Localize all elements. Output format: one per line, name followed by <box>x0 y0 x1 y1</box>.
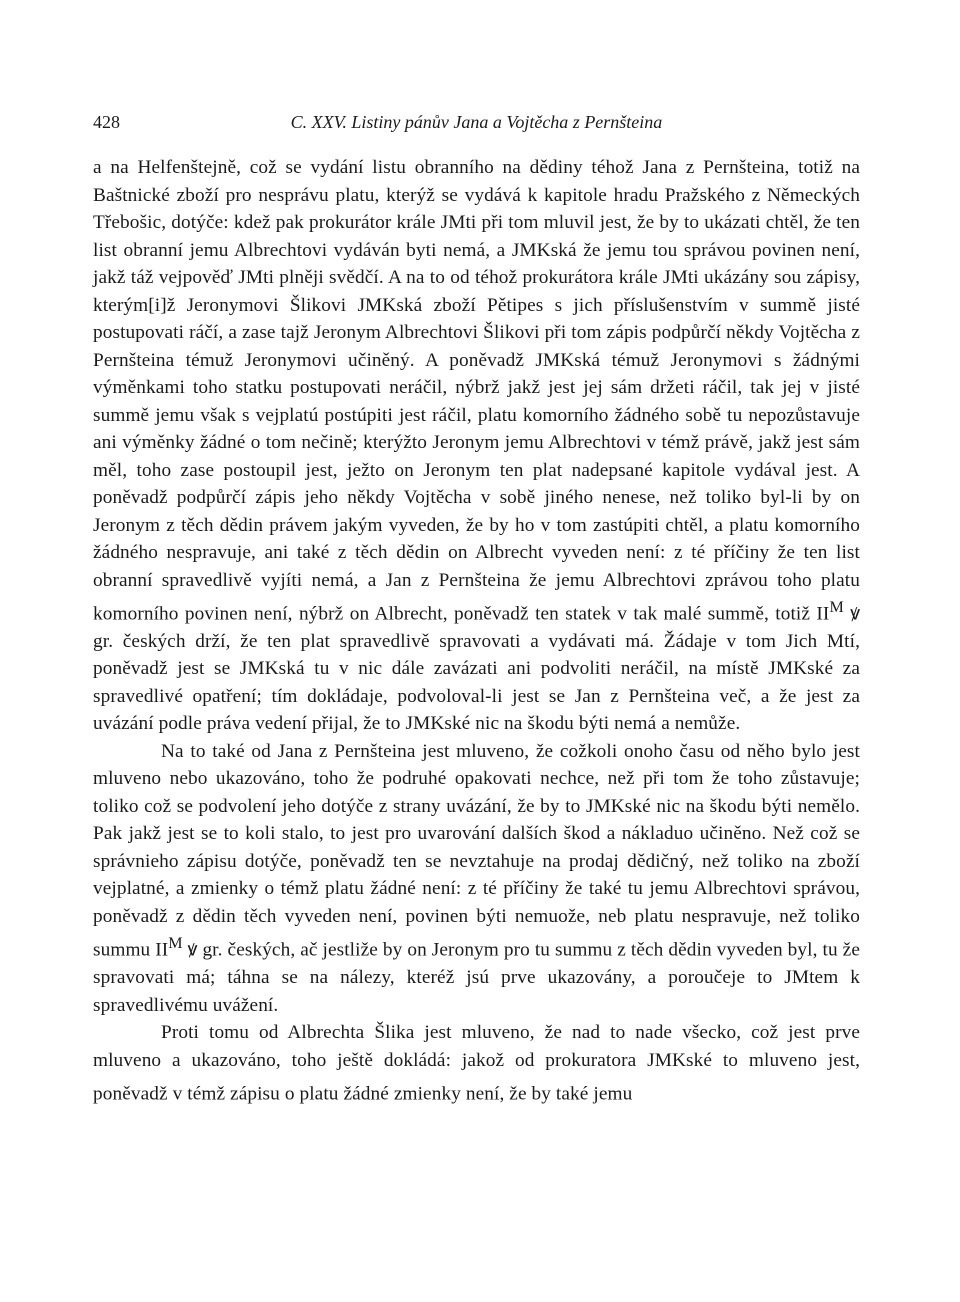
paragraph-2-tail: ꝟ gr. českých, ač jestliže by on Jeronym pro tu summu z těch dědin vyveden byl, tu že spravovati má; táhna se na nálezy, kteréž jsú prve ukazovány, a poroučeje to JMtem k spravedlivému uvážení. <box>93 939 860 1016</box>
paragraph-3 <box>93 1019 860 1108</box>
paragraph-1-text: a na Helfenštejně, což se vydání listu obranního na dědiny téhož Jana z Pernšteina, totiž na Baštnické zboží pro nesprávu platu, kterýž se vydává k kapitole hradu Pražského z Německých Třebošic, dotýče: kdež pak prokurátor krále JMti při tom mluvil jest, že by to ukázati chtěl, že ten list obranní jemu Albrechtovi vydáván byti nemá, a JMKská že jemu tou správou povinen není, jakž táž vejpověď JMti plněji svědčí. A na to od téhož prokurátora krále JMti ukázány sou zápisy, kterým[i]ž Jeronymovi Šlikovi JMKská zboží Pětipes s jich příslušenstvím v summě jisté postupovati ráčí, a zase tajž Jeronym Albrechtovi Šlikovi při tom zápis podpůrčí někdy Vojtěcha z Pernšteina témuž Jeronymovi učiněný. A poněvadž JMKská témuž Jeronymovi s žádnými výměnkami toho statku postupovati neráčil, nýbrž jakž jest jej sám držeti ráčil, tak jej v jisté summě jemu však s vejplatú postúpiti jest ráčil, platu komorního žádného sobě tu nepozůstavuje ani výměnky žádné o tom nečině; kterýžto Jeronym jemu Albrechtovi v témž právě, jakž jest sám měl, toho zase postoupil jest, ježto on Jeronym ten plat nadepsané kapitole vydával jest. A poněvadž podpůrčí zápis jeho někdy Vojtěcha v sobě jiného nenese, než toliko byl-li by on Jeronym z těch dědin právem jakým vyveden, že by ho v tom zastúpiti chtěl, a platu komorního žádného nespravuje, ani také z těch dědin on Albrecht vyveden není: z té příčiny že ten list obranní spravedlivě vyjíti nemá, a Jan z Pernšteina že jemu Albrechtovi zprávou toho platu komorního povinen není, nýbrž on Albrecht, poněvadž ten statek v tak malé summě, totiž II <box>93 157 860 625</box>
body-text <box>93 154 860 1108</box>
paragraph-1-tail: ꝟ gr. českých drží, že ten plat spravedlivě spravovati a vydávati má. Žádaje v tom Jich Mtí, poněvadž jest se JMKská tu v nic dále zavázati ani podvoliti neráčil, na místě JMKské za spravedlivé opatření; tím dokládaje, podvoloval-li jest se Jan z Pernšteina več, a že jest za uvázání podle práva vedení přijal, že to JMKské nic na škodu býti nemá a nemůže. <box>93 603 861 735</box>
paragraph-2 <box>93 738 860 1019</box>
paragraph-2-text: Na to také od Jana z Pernšteina jest mluveno, že cožkoli onoho času od něho bylo jest mluveno nebo ukazováno, toho že podruhé opakovati nechce, než při tom že toho zůstavuje; toliko což se podvolení jeho dotýče z strany uvázání, že by to JMKské nic na škodu býti nemělo. Pak jakž jest se to koli stalo, to jest pro uvarování dalších škod a nákladuo učiněno. Než což se správnieho zápisu dotýče, poněvadž ten se nevztahuje na prodaj dědičný, než toliko na zboží vejplatné, a zmienky o témž platu žádné není: z té příčiny že také tu jemu Albrechtovi správou, poněvadž z dědin těch vyveden není, povinen býti nemuože, neb platu nespravuje, než toliko summu II <box>93 740 860 961</box>
running-head: C. XXV. Listiny pánův Jana a Vojtěcha z Pernšteina <box>290 112 663 132</box>
paragraph-1-superscript: M <box>829 599 844 616</box>
book-page <box>93 112 860 1108</box>
paragraph-3-text: Proti tomu od Albrechta Šlika jest mluveno, že nad to nade všecko, což jest prve mluveno a ukazováno, toho ještě dokládá: jakož od prokuratora JMKské to mluveno jest, poněvadž v témž zápisu o platu žádné zmienky není, že by také jemu <box>93 1022 860 1105</box>
page-number: 428 <box>93 112 120 132</box>
paragraph-2-superscript: M <box>168 935 183 953</box>
page-header <box>93 112 860 140</box>
paragraph-1 <box>93 154 860 738</box>
